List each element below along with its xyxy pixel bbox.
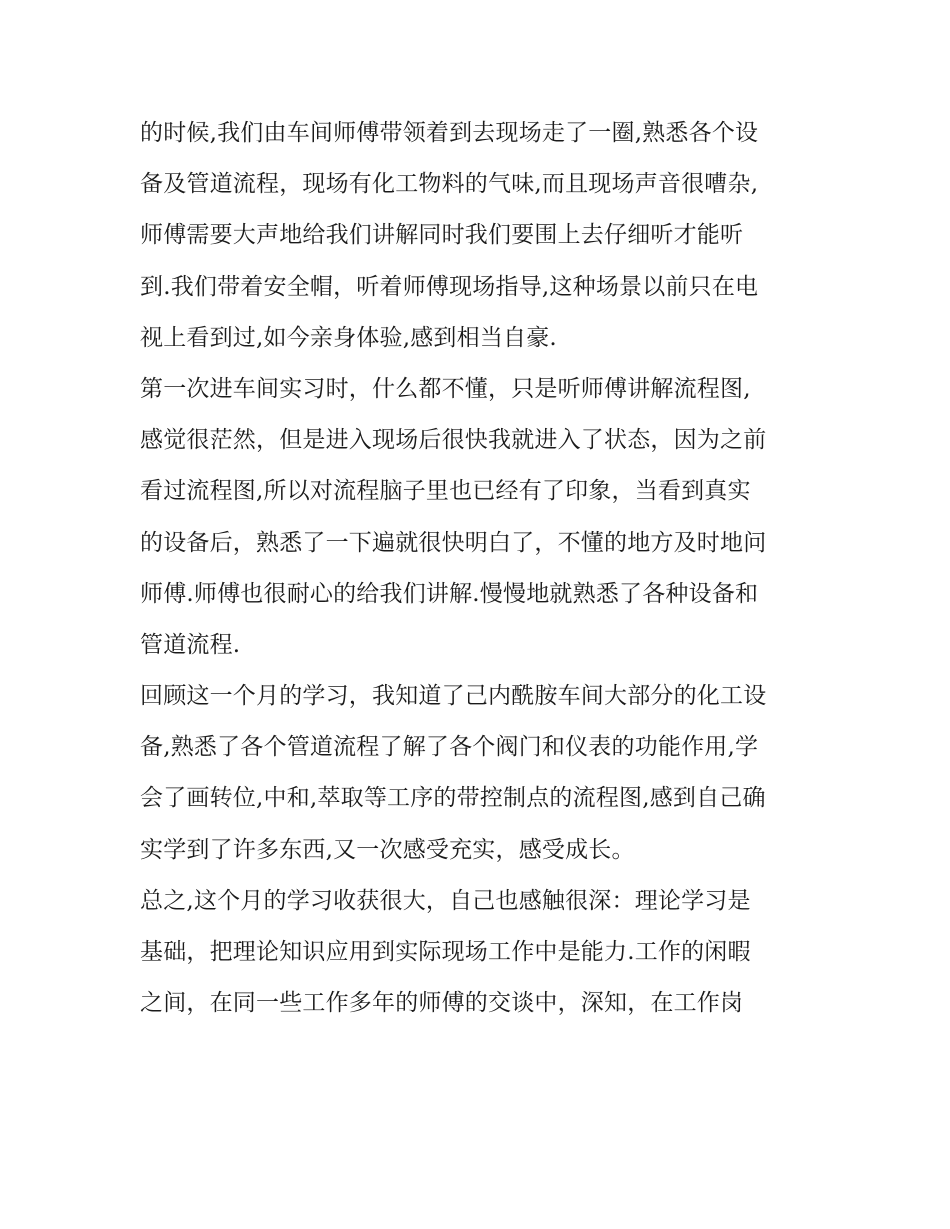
text-line: 之间，在同一些工作多年的师傅的交谈中，深知，在工作岗 (140, 990, 744, 1017)
text-line: 备,熟悉了各个管道流程了解了各个阀门和仪表的功能作用,学 (140, 734, 759, 761)
document-body (140, 108, 820, 1029)
text-line: 到.我们带着安全帽，听着师傅现场指导,这种场景以前只在电 (140, 273, 759, 300)
text-line: 视上看到过,如今亲身体验,感到相当自豪. (140, 324, 557, 351)
text-line: 回顾这一个月的学习，我知道了己内酰胺车间大部分的化工设 (140, 683, 767, 710)
text-line: 管道流程. (140, 631, 241, 658)
text-line: 总之,这个月的学习收获很大，自己也感触很深：理论学习是 (140, 887, 751, 914)
text-line: 实学到了许多东西,又一次感受充实，感受成长。 (140, 836, 635, 863)
text-line: 师傅需要大声地给我们讲解同时我们要围上去仔细听才能听 (140, 222, 744, 249)
text-line: 看过流程图,所以对流程脑子里也已经有了印象，当看到真实 (140, 478, 751, 505)
text-line: 备及管道流程，现场有化工物料的气味,而且现场声音很嘈杂, (140, 171, 759, 198)
text-line: 的设备后，熟悉了一下遍就很快明白了，不懂的地方及时地问 (140, 529, 767, 556)
text-line: 会了画转位,中和,萃取等工序的带控制点的流程图,感到自己确 (140, 785, 766, 812)
text-line: 感觉很茫然，但是进入现场后很快我就进入了状态，因为之前 (140, 427, 767, 454)
text-line: 第一次进车间实习时，什么都不懂，只是听师傅讲解流程图, (140, 375, 751, 402)
text-line: 师傅.师傅也很耐心的给我们讲解.慢慢地就熟悉了各种设备和 (140, 580, 759, 607)
text-line: 的时候,我们由车间师傅带领着到去现场走了一圈,熟悉各个设 (140, 120, 759, 146)
text-line: 基础，把理论知识应用到实际现场工作中是能力.工作的闲暇 (140, 939, 751, 965)
